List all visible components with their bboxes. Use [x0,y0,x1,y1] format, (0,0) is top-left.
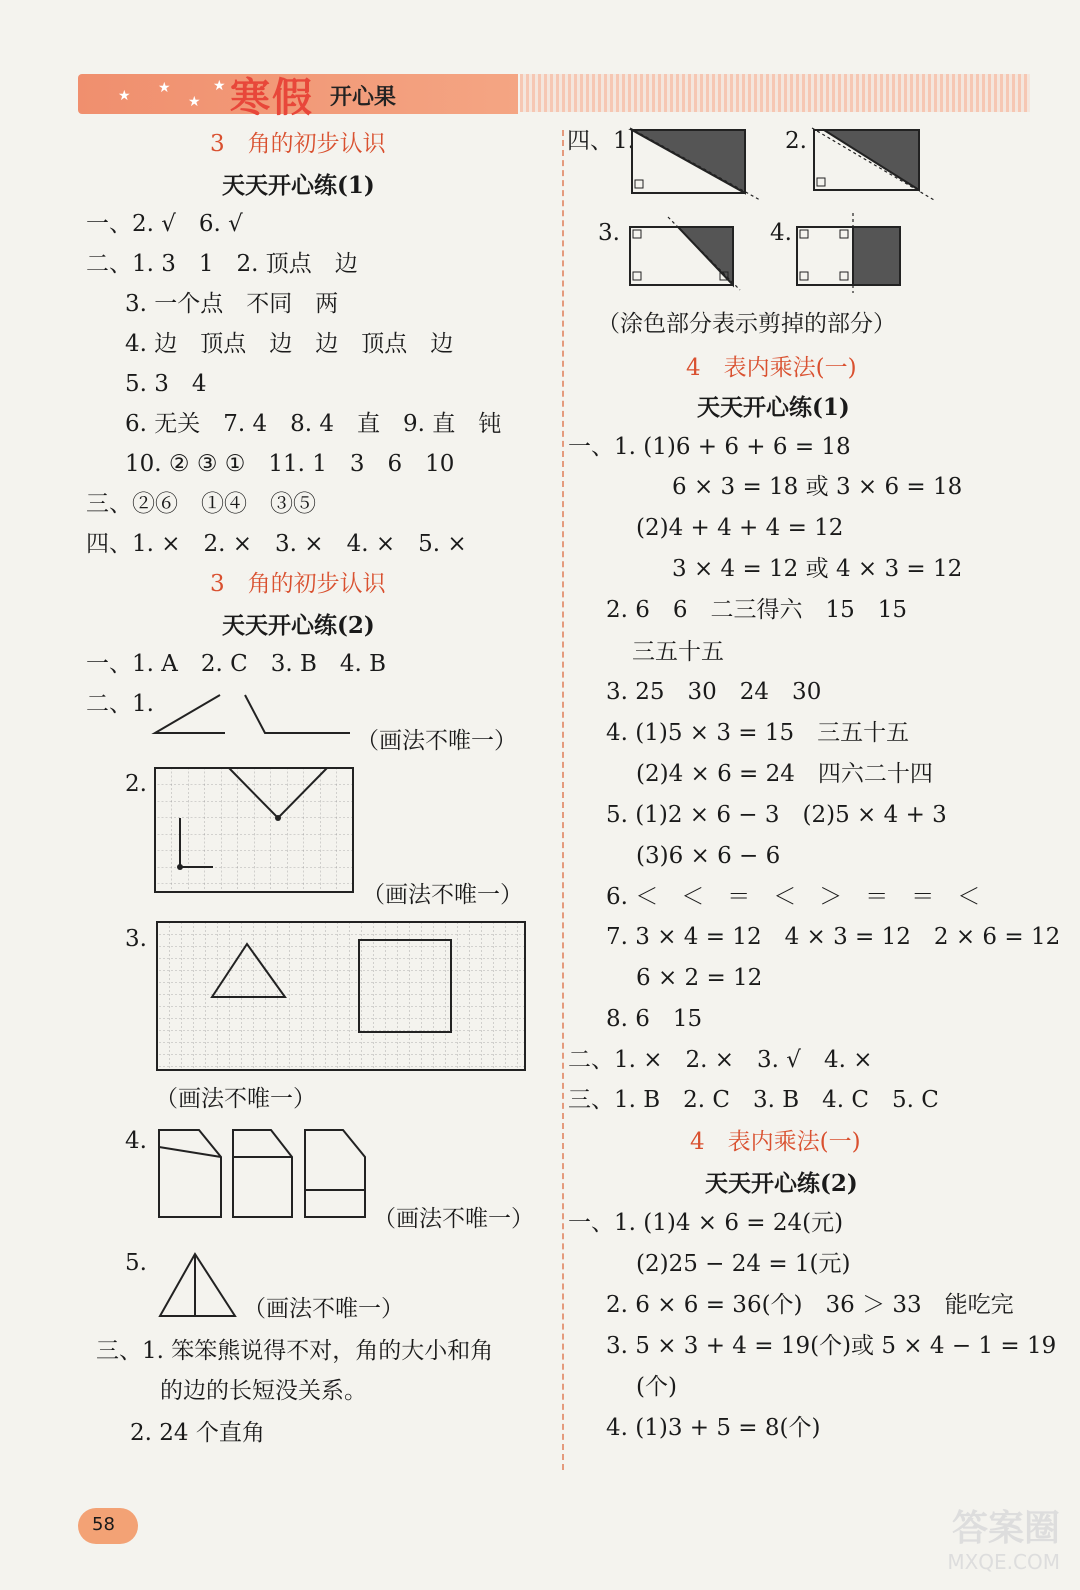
answer-line: 5. [125,1250,147,1276]
answer-line: 三、1. 笨笨熊说得不对，角的大小和角 [96,1338,494,1364]
answer-line: 一、1. (1)4 × 6 = 24(元) [568,1210,844,1236]
answer-line: （画法不唯一） [356,728,517,754]
answer-line: 3. 5 × 3 + 4 = 19(个)或 5 × 4 − 1 = 19 [606,1333,1057,1359]
exercise-title: 天天开心练(2) [222,612,375,639]
header-title: 寒假 [230,75,314,121]
answer-line: (2)4 + 4 + 4 = 12 [636,515,844,541]
answer-line: 三、②⑥ ①④ ③⑤ [86,491,316,517]
rect-figure-3 [628,222,743,292]
header-subtitle: 开心果 [330,85,397,110]
rect-figure-1 [630,128,765,198]
answer-line: （画法不唯一） [373,1206,534,1232]
answer-line: 2. 6 × 6 = 36(个) 36 ＞ 33 能吃完 [606,1292,1014,1318]
answer-line: （涂色部分表示剪掉的部分） [597,311,896,337]
exercise-title: 天天开心练(1) [222,172,375,199]
answer-line: 3. 25 30 24 30 [606,679,822,705]
answer-line: 三五十五 [632,639,724,665]
answer-line: 二、1. 3 1 2. 顶点 边 [86,251,358,277]
answer-line: 4. [770,220,792,246]
answer-line: 一、2. √ 6. √ [86,211,243,237]
answer-line: 四、1. × 2. × 3. × 4. × 5. × [86,531,467,557]
answer-line: (个) [636,1374,677,1400]
answer-line: 四、1. [567,128,635,154]
answer-line: 6 × 2 = 12 [636,965,763,991]
answer-line: 2. 6 6 二三得六 15 15 [606,597,908,623]
section-heading: 4 表内乘法(一) [686,355,857,381]
grid-figure-3 [157,922,527,1072]
answer-line: 4. (1)3 + 5 = 8(个) [606,1415,821,1441]
answer-line: 6 × 3 = 18 或 3 × 6 = 18 [672,474,963,500]
answer-line: 3. [598,220,620,246]
exercise-title: 天天开心练(1) [697,394,850,421]
rect-figure-4 [795,213,905,293]
answer-line: 二、1. [86,691,154,717]
answer-line: 3 × 4 = 12 或 4 × 3 = 12 [672,556,963,582]
answer-line: 2. [125,771,147,797]
rect-figure-2 [812,128,942,203]
triangle-figure [160,1252,240,1318]
grid-figure-2 [155,768,355,894]
answer-line: （画法不唯一） [155,1086,316,1112]
answer-line: 8. 6 15 [606,1006,703,1032]
section-heading: 3 角的初步认识 [210,131,386,157]
answer-line: 4. 边 顶点 边 边 顶点 边 [125,331,454,357]
answer-line: 6. 无关 7. 4 8. 4 直 9. 直 钝 [125,411,502,437]
answer-line: 2. [785,128,807,154]
answer-line: (2)4 × 6 = 24 四六二十四 [636,761,933,787]
answer-line: 10. ② ③ ① 11. 1 3 6 10 [125,451,455,477]
answer-line: （画法不唯一） [362,882,523,908]
header-banner: ★ ★ ★ ★ [78,74,518,114]
answer-line: 3. [125,926,147,952]
watermark-logo: 答案圈 [951,1508,1060,1549]
section-heading: 4 表内乘法(一) [690,1129,861,1155]
answer-line: 4. [125,1128,147,1154]
header-stripe [520,74,1030,112]
answer-line: (2)25 − 24 = 1(元) [636,1251,851,1277]
answer-line: 5. (1)2 × 6 − 3 (2)5 × 4 + 3 [606,802,947,828]
section-heading: 3 角的初步认识 [210,571,386,597]
angle-figures [150,690,350,740]
answer-line: 4. (1)5 × 3 = 15 三五十五 [606,720,910,746]
page-number: 58 [92,1514,115,1535]
answer-line: 一、1. A 2. C 3. B 4. B [86,651,387,677]
answer-line: 2. 24 个直角 [130,1420,265,1446]
watermark-url: MXQE.COM [947,1550,1060,1574]
answer-line: 一、1. (1)6 + 6 + 6 = 18 [568,434,851,460]
answer-line: 3. 一个点 不同 两 [125,291,339,317]
answer-line: （画法不唯一） [243,1296,404,1322]
answer-line: 的边的长短没关系。 [160,1378,367,1404]
column-divider [562,130,564,1470]
answer-line: 二、1. × 2. × 3. √ 4. × [568,1047,873,1073]
answer-line: 5. 3 4 [125,371,207,397]
cut-figures [157,1125,372,1220]
exercise-title: 天天开心练(2) [705,1170,858,1197]
answer-line: 6. ＜ ＜ ＝ ＜ ＞ ＝ ＝ ＜ [606,884,981,910]
answer-line: 7. 3 × 4 = 12 4 × 3 = 12 2 × 6 = 12 [606,924,1061,950]
answer-line: 三、1. B 2. C 3. B 4. C 5. C [568,1087,939,1113]
answer-line: (3)6 × 6 − 6 [636,843,781,869]
